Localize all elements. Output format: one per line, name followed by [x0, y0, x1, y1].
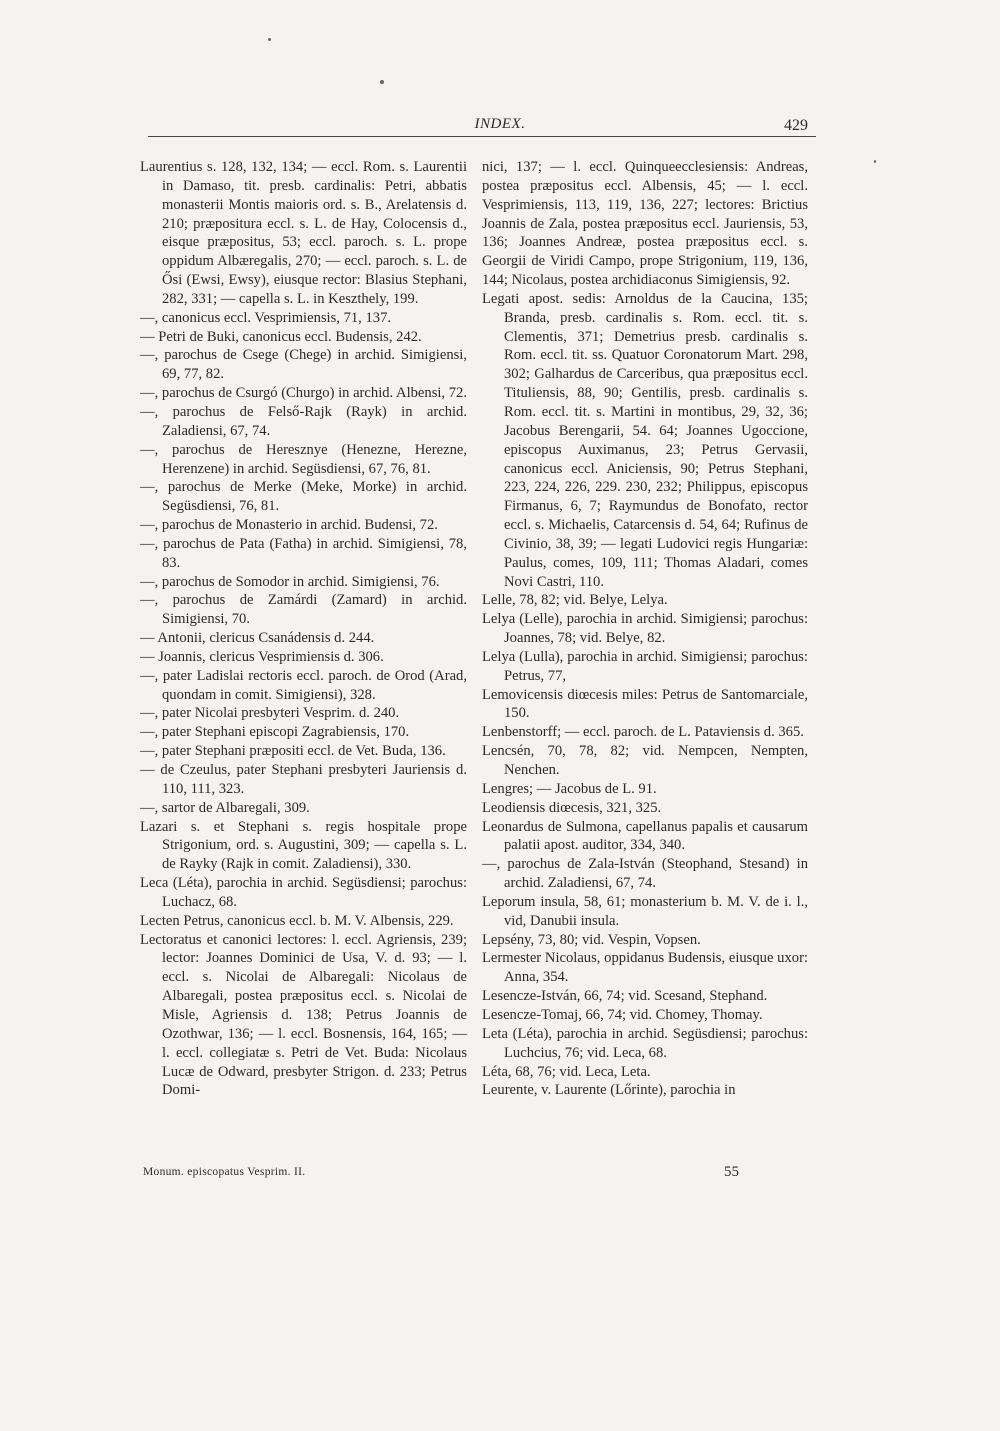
index-entry: —, parochus de Felső-Rajk (Rayk) in archid. Zaladiensi, 67, 74. [140, 403, 467, 439]
footer-source: Monum. episcopatus Vesprim. II. [143, 1166, 306, 1178]
index-entry: —, sartor de Albaregali, 309. [140, 799, 310, 816]
index-entry-continued: nici, 137; — l. eccl. Quinqueecclesiensis: Andreas, postea præpositus eccl. Albensis, 45; — l. eccl. Vesprimiensis, 113, 119, 136, 227; lectores: Brictius Joannis de Zala, postea præpositus eccl. Jauriensis, 53, 136; Joannes Andreæ, postea præpositus eccl. s. Georgii de Viridi Campo, prope Strigonium, 119, 136, 144; Nicolaus, postea archidiaconus Simigiensis, 92. [482, 159, 808, 289]
index-entry: —, parochus de Csege (Chege) in archid. Simigiensi, 69, 77, 82. [140, 347, 467, 383]
index-entry: —, canonicus eccl. Vesprimiensis, 71, 137. [140, 309, 392, 326]
index-entry: Leurente, v. Laurente (Lőrinte), parochia in [482, 1082, 736, 1099]
index-entry: Léta, 68, 76; vid. Leca, Leta. [482, 1063, 651, 1080]
index-entry: Lecten Petrus, canonicus eccl. b. M. V. Albensis, 229. [140, 912, 454, 929]
index-entry: —, pater Stephani episcopi Zagrabiensis, 170. [140, 724, 410, 741]
paper-speck [268, 38, 271, 41]
right-column [482, 158, 808, 1100]
index-entry: Lazari s. et Stephani s. regis hospitale prope Strigonium, ord. s. Augustini, 309; — capella s. L. de Rayky (Rajk in comit. Zaladiensi), 330. [140, 818, 467, 873]
index-entry: Lepsény, 73, 80; vid. Vespin, Vopsen. [482, 931, 701, 948]
index-entry: — de Czeulus, pater Stephani presbyteri Jauriensis d. 110, 111, 323. [140, 762, 467, 797]
index-entry: Leonardus de Sulmona, capellanus papalis et causarum palatii apost. auditor, 334, 340. [482, 818, 808, 854]
index-entry: Lelya (Lelle), parochia in archid. Simigiensi; parochus: Joannes, 78; vid. Belye, 82. [482, 611, 808, 647]
index-entry: —, parochus de Zamárdi (Zamard) in archid. Simigiensi, 70. [140, 592, 467, 628]
footer-signature: 55 [724, 1164, 739, 1180]
index-entry: —, parochus de Monasterio in archid. Budensi, 72. [140, 517, 438, 534]
paper-speck [380, 80, 384, 84]
index-entry: Lelya (Lulla), parochia in archid. Simigiensi; parochus: Petrus, 77, [482, 648, 808, 684]
header-title: INDEX. [474, 116, 526, 132]
index-entry: —, parochus de Pata (Fatha) in archid. Simigiensi, 78, 83. [140, 535, 467, 571]
index-entry: Lenbenstorff; — eccl. paroch. de L. Pataviensis d. 365. [482, 724, 804, 741]
index-entry: Leodiensis diœcesis, 321, 325. [482, 799, 662, 816]
index-entry: — Antonii, clericus Csanádensis d. 244. [140, 630, 375, 647]
index-entry: Leporum insula, 58, 61; monasterium b. M. V. de i. l., vid, Danubii insula. [482, 893, 808, 929]
index-entry: —, parochus de Zala-István (Steophand, Stesand) in archid. Zaladiensi, 67, 74. [482, 856, 808, 892]
index-entry: Lelle, 78, 82; vid. Belye, Lelya. [482, 592, 668, 609]
index-entry: Lemovicensis diœcesis miles: Petrus de Santomarciale, 150. [482, 686, 808, 722]
index-entry: —, parochus de Csurgó (Churgo) in archid. Albensi, 72. [140, 385, 467, 402]
index-entry: —, pater Ladislai rectoris eccl. paroch. de Orod (Arad, quondam in comit. Simigiensi), 328. [140, 667, 467, 703]
index-entry: —, parochus de Heresznye (Henezne, Herezne, Herenzene) in archid. Següsdiensi, 67, 76, 81. [140, 441, 467, 477]
page-number: 429 [784, 117, 808, 134]
index-entry: Leca (Léta), parochia in archid. Següsdiensi; parochus: Luchacz, 68. [140, 875, 467, 910]
index-entry: —, pater Nicolai presbyteri Vesprim. d. 240. [140, 705, 400, 722]
paper-speck [874, 160, 876, 163]
index-entry: Lermester Nicolaus, oppidanus Budensis, eiusque uxor: Anna, 354. [482, 950, 808, 986]
left-column [140, 158, 467, 1100]
index-entry: Leta (Léta), parochia in archid. Següsdiensi; parochus: Luchcius, 76; vid. Leca, 68. [482, 1025, 808, 1061]
index-entry: Legati apost. sedis: Arnoldus de la Caucina, 135; Branda, presb. cardinalis s. Rom. eccl. tit. s. Clementis, 371; Demetrius presb. cardinalis s. Rom. eccl. tit. ss. Quatuor Coronatorum Mart. 298, 302; Galhardus de Carceribus, qua præpositus eccl. Tituliensis, 88, 90; Gentilis, presb. cardinalis s. Rom. eccl. tit. s. Martini in montibus, 29, 32, 36; Jacobus Berengarii, 54. 64; Joannes Ugoccione, episcopus Auximanus, 23; Petrus Gervasii, canonicus eccl. Aniciensis, 90; Petrus Stephani, 223, 224, 226, 229. 230, 232; Philippus, episcopus Firmanus, 6, 7; Raymundus de Bonofato, rector eccl. s. Michaelis, Catarcensis d. 54, 64; Rufinus de Civinio, 38, 39; — legati Ludovici regis Hungariæ: Paulus, comes, 109, 111; Thomas Aladari, comes Novi Castri, 110. [482, 290, 808, 590]
index-entry: —, pater Stephani præpositi eccl. de Vet. Buda, 136. [140, 743, 446, 760]
index-entry: —, parochus de Merke (Meke, Morke) in archid. Següsdiensi, 76, 81. [140, 479, 467, 515]
index-entry: Laurentius s. 128, 132, 134; — eccl. Rom. s. Laurentii in Damaso, tit. presb. cardinalis: Petri, abbatis monasterii Montis maioris ord. s. B., Arelatensis d. 210; præpositura eccl. s. L. de Hay, Colocensis d., eisque præpositus, 53; eccl. paroch. s. L. prope oppidum Albæregalis, 270; — eccl. paroch. s. L. de Ősi (Ewsi, Ewsy), eiusque rector: Blasius Stephani, 282, 331; — capella s. L. in Keszthely, 199. [140, 159, 467, 307]
index-entry: — Petri de Buki, canonicus eccl. Budensis, 242. [140, 328, 422, 345]
index-entry: Lesencze-Tomaj, 66, 74; vid. Chomey, Thomay. [482, 1006, 763, 1023]
index-entry: Lencsén, 70, 78, 82; vid. Nempcen, Nempten, Nenchen. [482, 743, 808, 778]
index-entry: — Joannis, clericus Vesprimiensis d. 306. [140, 648, 384, 665]
index-entry: Lesencze-István, 66, 74; vid. Scesand, Stephand. [482, 988, 768, 1005]
index-entry: Lectoratus et canonici lectores: l. eccl. Agriensis, 239; lector: Joannes Dominici de Usa, V. d. 93; — l. eccl. s. Nicolai de Albaregali: Nicolaus de Albaregali, postea præpositus eccl. s. Nicolai de Misle, Agriensis d. 138; Petrus Joannis de Ozothwar, 136; — l. eccl. Bosnensis, 164, 165; — l. eccl. collegiatæ s. Petri de Vet. Buda: Nicolaus Lucæ de Odward, presbyter Strigon. d. 233; Petrus Domi- [140, 931, 467, 1099]
index-entry: Lengres; — Jacobus de L. 91. [482, 780, 657, 797]
header-rule [148, 136, 816, 137]
index-entry: —, parochus de Somodor in archid. Simigiensi, 76. [140, 573, 440, 590]
